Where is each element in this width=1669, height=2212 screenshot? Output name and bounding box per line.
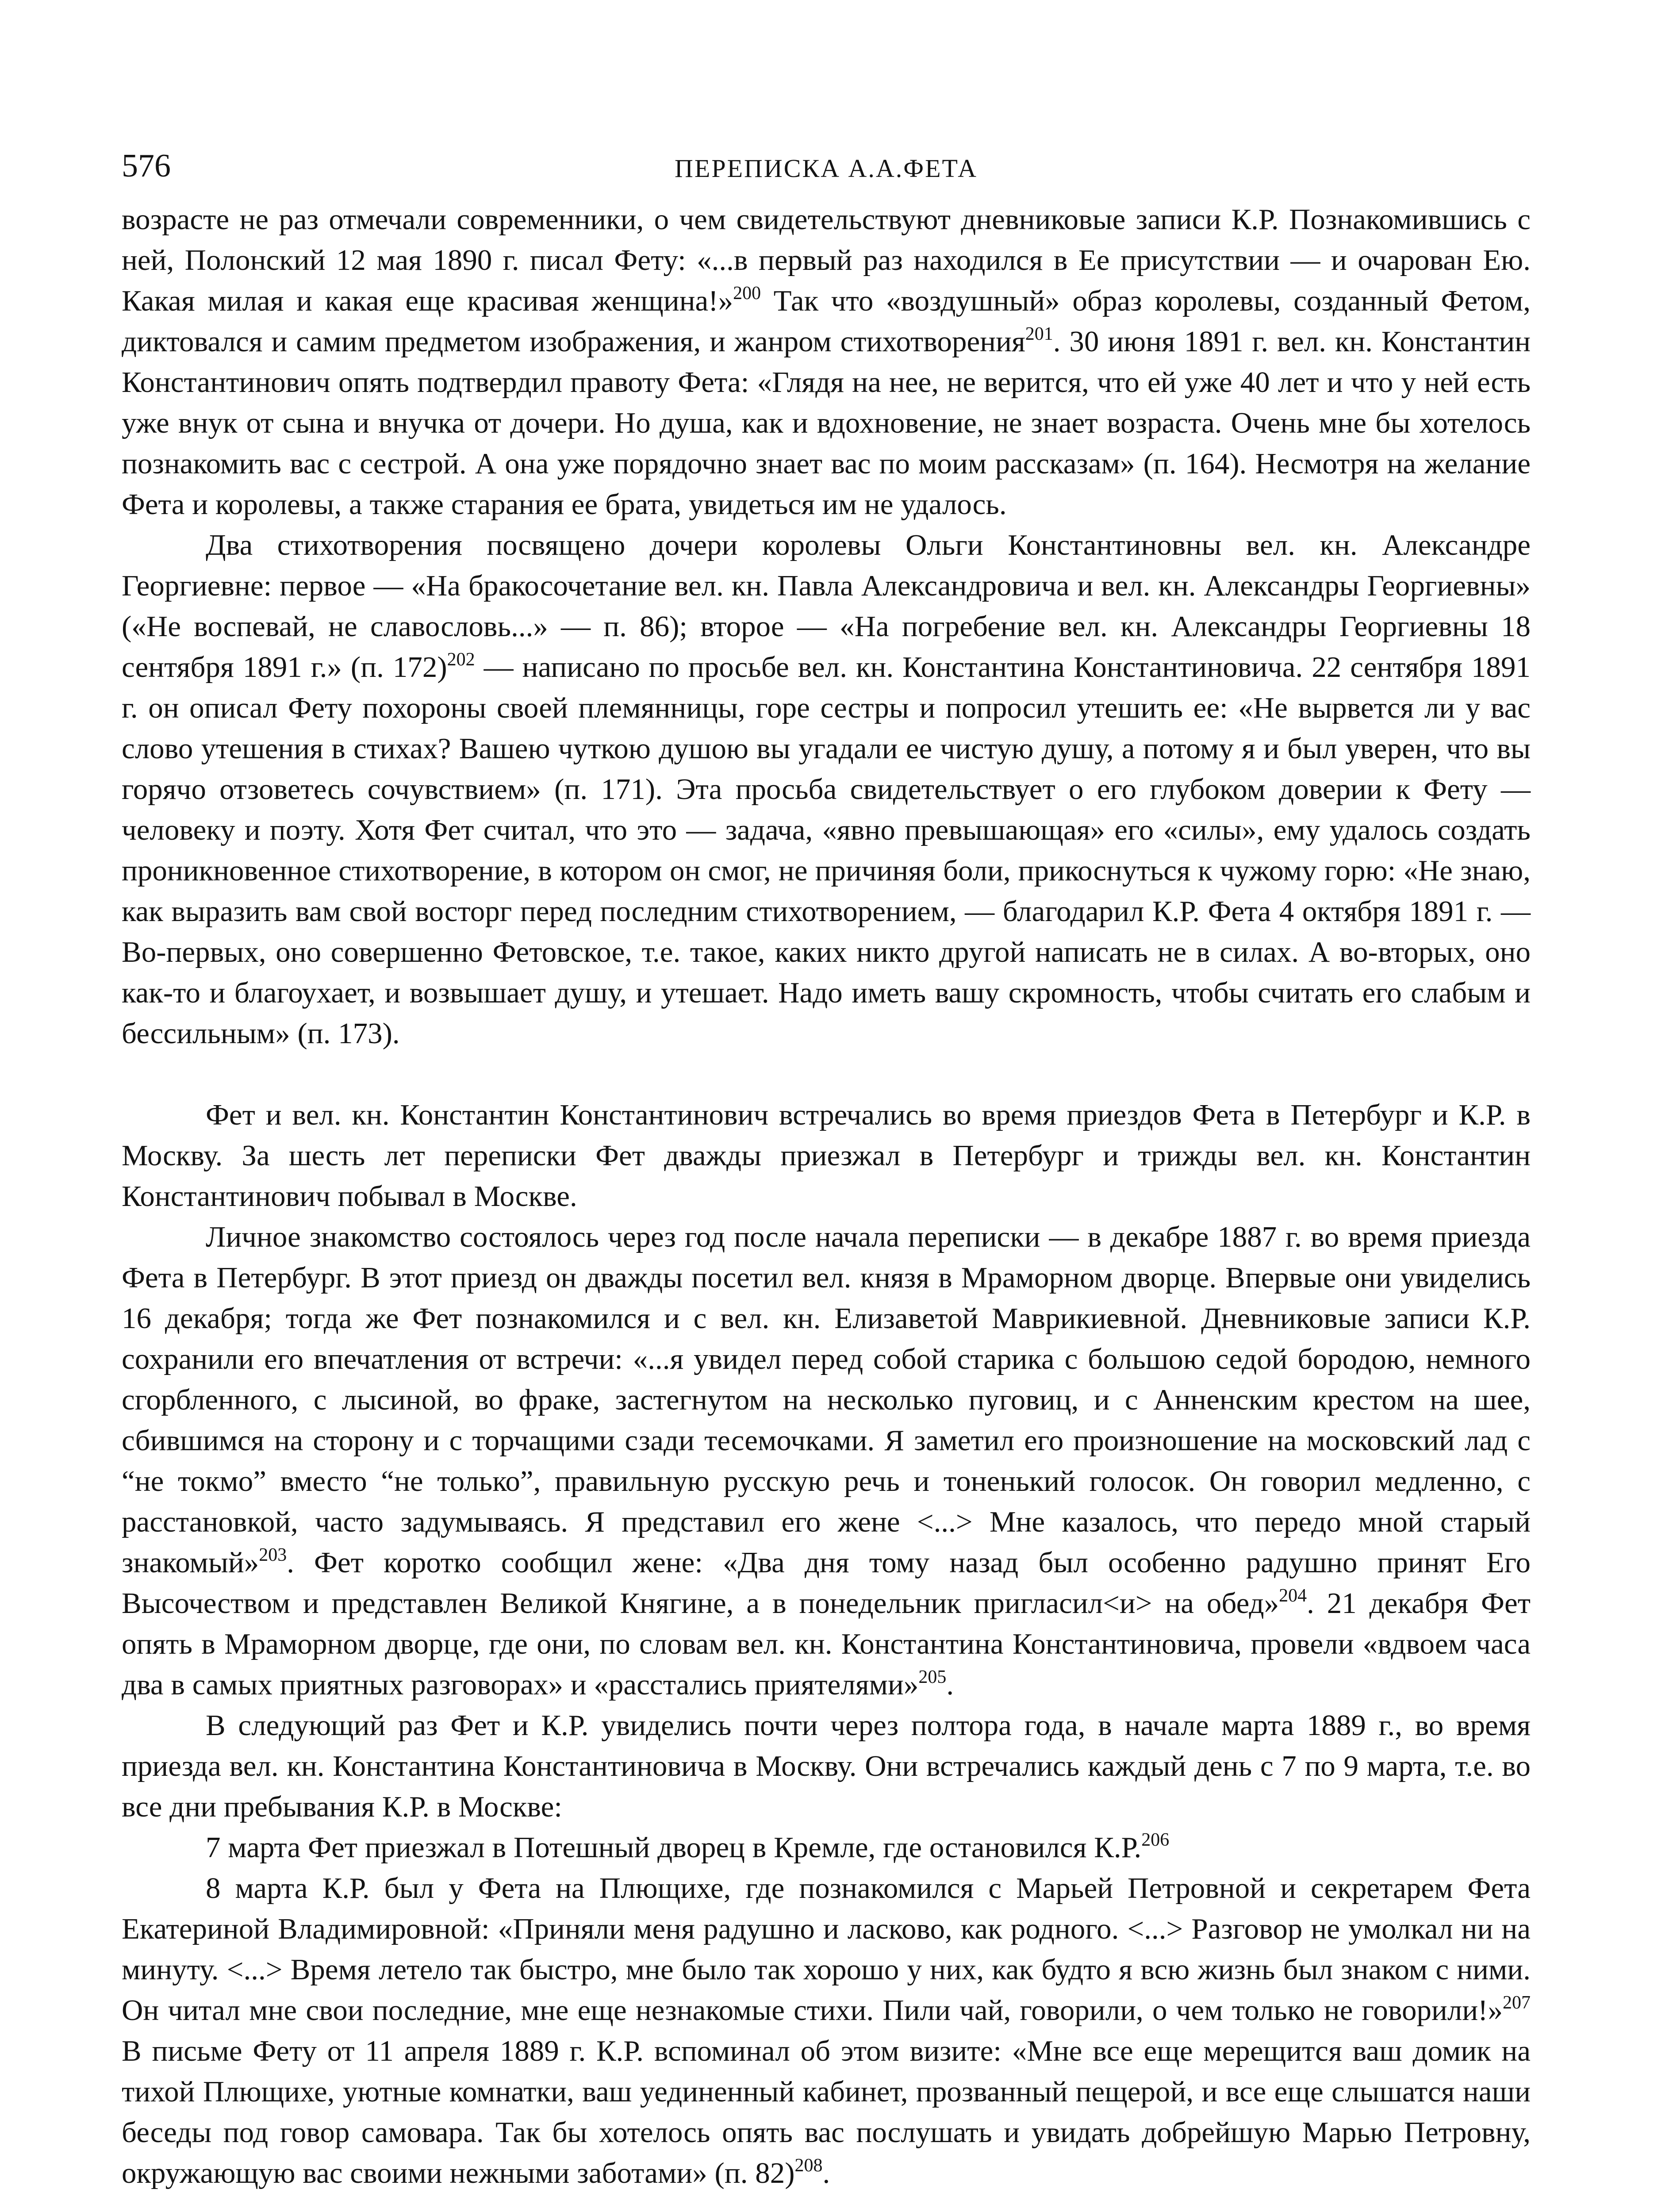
footnote-ref: 205 bbox=[918, 1667, 947, 1687]
text-run: В следующий раз Фет и К.Р. увиделись почти через полтора года, в начале марта 1889 г., во время приезда вел. кн. Константина Константиновича в Москву. Они встречались каждый день с 7 по 9 марта, т.е. во все дни пребывания К.Р. в Москве: bbox=[122, 1709, 1531, 1823]
text-run: возрасте не раз отмечали современники, о чем свидетельствуют дневниковые записи К.Р. Познакомившись с ней, Полонский 12 мая 1890 г. писал Фету: «...в первый раз находился в Ее присутствии — и очарован Ею. Какая милая и какая еще красивая женщина!» bbox=[122, 203, 1531, 317]
page-number: 576 bbox=[122, 148, 171, 184]
paragraph bbox=[122, 1094, 1531, 1217]
running-head: ПЕРЕПИСКА А.А.ФЕТА bbox=[675, 154, 978, 183]
footnote-ref: 206 bbox=[1141, 1830, 1170, 1850]
text-run: . 30 июня 1891 г. вел. кн. Константин Константинович опять подтвердил правоту Фета: «Глядя на нее, не верится, что ей уже 40 лет и что у ней есть уже внук от сына и внучка от дочери. Но душа, как и вдохновение, не знает возраста. Очень мне бы хотелось познакомить вас с сестрой. А она уже порядочно знает вас по моим рассказам» (п. 164). Несмотря на желание Фета и королевы, а также старания ее брата, увидеться им не удалось. bbox=[122, 325, 1531, 521]
section-break bbox=[122, 1054, 1531, 1094]
text-run: Два стихотворения посвящено дочери королевы Ольги Константиновны вел. кн. Александре Георгиевне: первое — «На бракосочетание вел. кн. Павла Александровича и вел. кн. Александры Георгиевны» («Не воспевай, не славословь...» — п. 86); второе — «На погребение вел. кн. Александры Георгиевны 18 сентября 1891 г.» (п. 172) bbox=[122, 529, 1531, 684]
text-run: . bbox=[822, 2157, 830, 2189]
document-page bbox=[122, 146, 1531, 2193]
text-run: Личное знакомство состоялось через год после начала переписки — в декабре 1887 г. во время приезда Фета в Петербург. В этот приезд он дважды посетил вел. князя в Мраморном дворце. Впервые они увиделись 16 декабря; тогда же Фет познакомился и с вел. кн. Елизаветой Маврикиевной. Дневниковые записи К.Р. сохранили его впечатления от встречи: «...я увидел перед собой старика с большою седой бородою, немного сгорбленного, с лысиной, во фраке, застегнутом на несколько пуговиц, и с Анненским крестом на шее, сбившимся на сторону и с торчащими сзади тесемочками. Я заметил его произношение на московский лад с “не токмо” вместо “не только”, правильную русскую речь и тоненький голосок. Он говорил медленно, с расстановкой, часто задумываясь. Я представил его жене <...> Мне казалось, что передо мной старый знакомый» bbox=[122, 1221, 1531, 1579]
text-run: . 21 декабря Фет опять в Мраморном дворце, где они, по словам вел. кн. Константина Константиновича, провели «вдвоем часа два в самых приятных разговорах» и «расстались приятелями» bbox=[122, 1587, 1531, 1701]
paragraph bbox=[122, 1827, 1531, 1868]
paragraph bbox=[122, 1217, 1531, 1705]
text-run: . bbox=[946, 1668, 954, 1701]
text-run: 8 марта К.Р. был у Фета на Плющихе, где познакомился с Марьей Петровной и секретарем Фета Екатериной Владимировной: «Приняли меня радушно и ласково, как родного. <...> Разговор не умолкал ни на минуту. <...> Время летело так быстро, мне было так хорошо у них, как будто я всю жизнь был знаком с ними. Он читал мне свои последние, мне еще незнакомые стихи. Пили чай, говорили, о чем только не говорили!» bbox=[122, 1872, 1531, 2027]
paragraph bbox=[122, 1868, 1531, 2193]
page-header bbox=[122, 146, 1531, 199]
footnote-ref: 200 bbox=[733, 283, 761, 303]
paragraph bbox=[122, 199, 1531, 525]
paragraph bbox=[122, 1705, 1531, 1827]
text-run: . Фет коротко сообщил жене: «Два дня тому назад был особенно радушно принят Его Высочеством и представлен Великой Княгине, а в понедельник пригласил<и> на обед» bbox=[122, 1546, 1531, 1620]
text-run: Так что «воздушный» образ королевы, созданный Фетом, диктовался и самим предметом изображения, и жанром стихотворения bbox=[122, 284, 1531, 358]
footnote-ref: 207 bbox=[1503, 1993, 1531, 2013]
footnote-ref: 204 bbox=[1279, 1586, 1307, 1606]
text-run: — написано по просьбе вел. кн. Константина Константиновича. 22 сентября 1891 г. он описал Фету похороны своей племянницы, горе сестры и попросил утешить ее: «Не вырвется ли у вас слово утешения в стихах? Вашею чуткою душою вы угадали ее чистую душу, а потому я и был уверен, что вы горячо отзоветесь сочувствием» (п. 171). Эта просьба свидетельствует о его глубоком доверии к Фету — человеку и поэту. Хотя Фет считал, что это — задача, «явно превышающая» его «силы», ему удалось создать проникновенное стихотворение, в котором он смог, не причиняя боли, прикоснуться к чужому горю: «Не знаю, как выразить вам свой восторг перед последним стихотворением, — благодарил К.Р. Фета 4 октября 1891 г. — Во-первых, оно совершенно Фетовское, т.е. такое, каких никто другой написать не в силах. А во-вторых, оно как-то и благоухает, и возвышает душу, и утешает. Надо иметь вашу скромность, чтобы считать его слабым и бессильным» (п. 173). bbox=[122, 651, 1531, 1050]
paragraph bbox=[122, 525, 1531, 1054]
body-text bbox=[122, 199, 1531, 2193]
text-run: 7 марта Фет приезжал в Потешный дворец в Кремле, где остановился К.Р. bbox=[206, 1831, 1142, 1864]
text-run: В письме Фету от 11 апреля 1889 г. К.Р. вспоминал об этом визите: «Мне все еще мерещится ваш домик на тихой Плющихе, уютные комнатки, ваш уединенный кабинет, прозванный пещерой, и все еще слышатся наши беседы под говор самовара. Так бы хотелось опять вас послушать и увидать добрейшую Марью Петровну, окружающую вас своими нежными заботами» (п. 82) bbox=[122, 2035, 1531, 2189]
footnote-ref: 201 bbox=[1025, 324, 1053, 344]
footnote-ref: 202 bbox=[447, 649, 475, 670]
footnote-ref: 208 bbox=[794, 2155, 823, 2176]
footnote-ref: 203 bbox=[259, 1545, 287, 1565]
text-run: Фет и вел. кн. Константин Константинович встречались во время приездов Фета в Петербург и К.Р. в Москву. За шесть лет переписки Фет дважды приезжал в Петербург и трижды вел. кн. Константин Константинович побывал в Москве. bbox=[122, 1098, 1531, 1213]
